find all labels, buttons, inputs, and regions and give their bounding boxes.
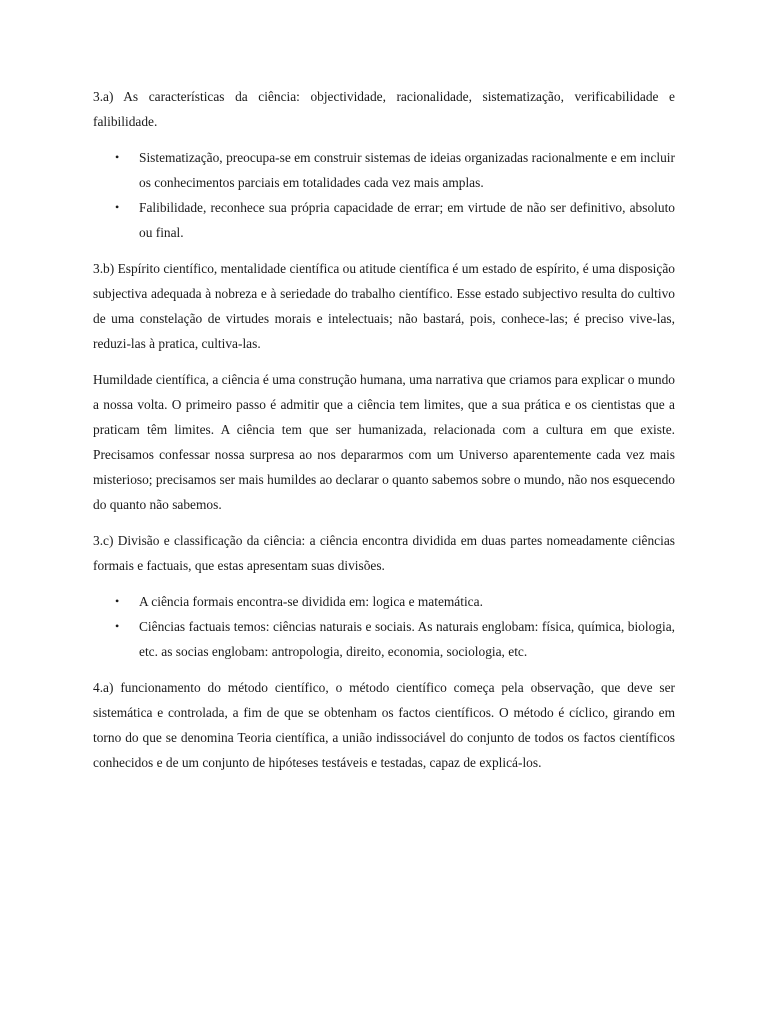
paragraph-4a: 4.a) funcionamento do método científico, o método científico começa pela observação, que deve ser sistemática e controlada, a fim de que se obtenham os factos científicos. O método é cíclico, girando em torno do que se denomina Teoria científica, a união indissociável do conjunto de todos os factos científicos conhecidos e de um conjunto de hipóteses testáveis e testadas, capaz de explicá-los.	[93, 680, 675, 770]
list-item-text: Sistematização, preocupa-se em construir sistemas de ideias organizadas racionalmente e em incluir os conhecimentos parciais em totalidades cada vez mais amplas.	[139, 150, 675, 190]
bullet-icon: •	[115, 619, 120, 633]
bullet-icon: •	[115, 150, 120, 164]
list-item	[93, 195, 675, 245]
list-item	[93, 145, 675, 195]
paragraph-humildade: Humildade científica, a ciência é uma construção humana, uma narrativa que criamos para explicar o mundo a nossa volta. O primeiro passo é admitir que a ciência tem limites, que a sua prática e os cientistas que a praticam têm limites. A ciência tem que ser humanizada, relacionada com a cultura em que existe. Precisamos confessar nossa surpresa ao nos depararmos com um Universo aparentemente cada vez mais misterioso; precisamos ser mais humildes ao declarar o quanto sabemos sobre o mundo, não nos esquecendo do quanto não sabemos.	[93, 372, 675, 512]
paragraph-3a: 3.a) As características da ciência: objectividade, racionalidade, sistematização, verificabilidade e falibilidade.	[93, 89, 675, 129]
bullet-list-3a	[93, 145, 675, 245]
list-item-text: Ciências factuais temos: ciências naturais e sociais. As naturais englobam: física, química, biologia, etc. as socias englobam: antropologia, direito, economia, sociologia, etc.	[139, 619, 675, 659]
paragraph-3b: 3.b) Espírito científico, mentalidade científica ou atitude científica é um estado de espírito, é uma disposição subjectiva adequada à nobreza e à seriedade do trabalho científico. Esse estado subjectivo resulta do cultivo de uma constelação de virtudes morais e intelectuais; não bastará, pois, conhece-las; é preciso vive-las, reduzi-las à pratica, cultiva-las.	[93, 261, 675, 351]
paragraph-3c: 3.c) Divisão e classificação da ciência: a ciência encontra dividida em duas partes nomeadamente ciências formais e factuais, que estas apresentam suas divisões.	[93, 533, 675, 573]
list-item-text: A ciência formais encontra-se dividida em: logica e matemática.	[139, 594, 483, 609]
list-item	[93, 614, 675, 664]
list-item-text: Falibilidade, reconhece sua própria capacidade de errar; em virtude de não ser definitivo, absoluto ou final.	[139, 200, 675, 240]
list-item	[93, 589, 675, 614]
bullet-icon: •	[115, 200, 120, 214]
document-body	[93, 84, 675, 786]
bullet-icon: •	[115, 594, 120, 608]
bullet-list-3c	[93, 589, 675, 664]
